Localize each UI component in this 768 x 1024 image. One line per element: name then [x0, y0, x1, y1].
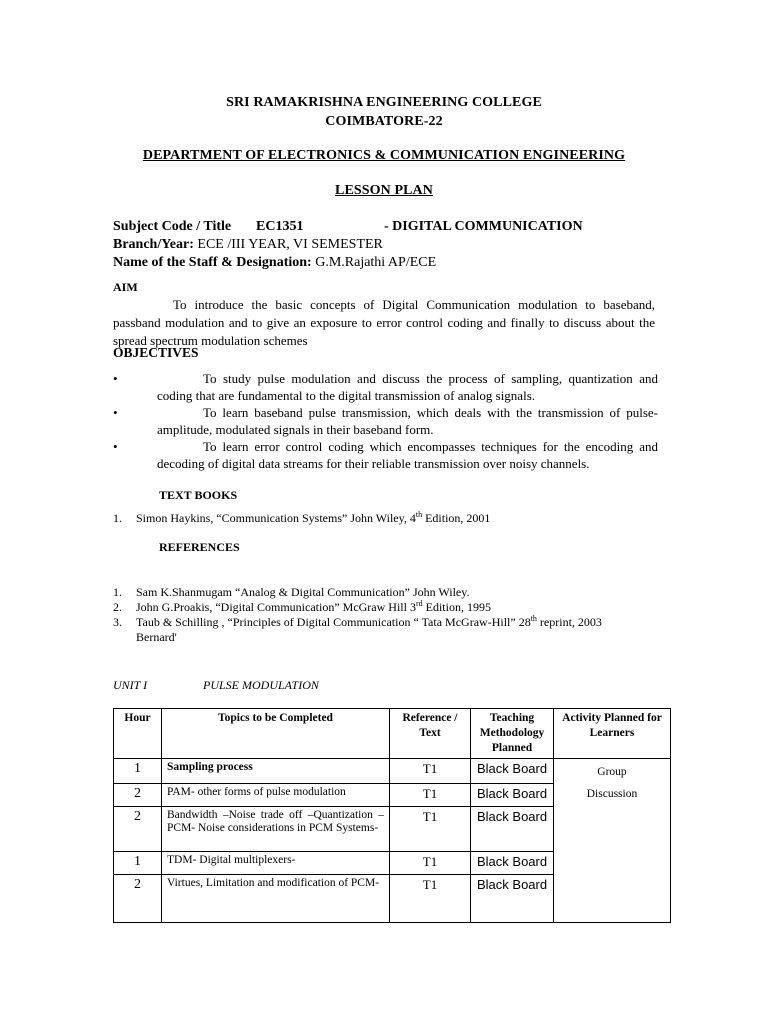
teaching-cell: Black Board [471, 759, 554, 784]
topic-cell: PAM- other forms of pulse modulation [162, 784, 390, 807]
lesson-plan-table [113, 708, 671, 923]
department-title: DEPARTMENT OF ELECTRONICS & COMMUNICATION ENGINEERING [142, 148, 626, 163]
aim-text [113, 296, 655, 350]
branch-line [113, 237, 383, 253]
reference-cell: T1 [390, 784, 471, 807]
bullet-icon: • [113, 439, 118, 454]
staff-label: Name of the Staff & Designation: [113, 255, 312, 270]
hour-cell: 2 [114, 875, 162, 923]
reference-cell: T1 [390, 875, 471, 923]
objective-text: To study pulse modulation and discuss the process of sampling, quantization and coding that are fundamental to the digital transmission of analog signals. [157, 371, 658, 403]
header-hour: Hour [114, 709, 162, 759]
hour-cell: 1 [114, 852, 162, 875]
reference-number: 1. [113, 585, 122, 599]
teaching-cell: Black Board [471, 784, 554, 807]
header-activity: Activity Planned for Learners [554, 709, 671, 759]
hour-cell: 2 [114, 807, 162, 852]
teaching-cell: Black Board [471, 807, 554, 852]
reference-cell: T1 [390, 759, 471, 784]
topic-cell: Bandwidth –Noise trade off –Quantization –PCM- Noise considerations in PCM Systems- [162, 807, 390, 852]
subject-title: - DIGITAL COMMUNICATION [384, 219, 583, 234]
branch-label: Branch/Year: [113, 237, 194, 252]
topic-cell: TDM- Digital multiplexers- [162, 852, 390, 875]
reference-cell: T1 [390, 807, 471, 852]
teaching-cell: Black Board [471, 875, 554, 923]
staff-line [113, 255, 436, 271]
objective-text: To learn baseband pulse transmission, which deals with the transmission of pulse-amplitude, modulated signals in their baseband form. [157, 405, 658, 437]
objectives-heading: OBJECTIVES [113, 345, 199, 360]
reference-text: Taub & Schilling , “Principles of Digital Communication “ Tata McGraw-Hill” 28th reprint, 2003 [136, 614, 602, 629]
college-name: SRI RAMAKRISHNA ENGINEERING COLLEGE [226, 95, 542, 110]
staff-value: G.M.Rajathi AP/ECE [315, 255, 437, 270]
unit-label: UNIT I [113, 678, 148, 692]
subject-code: EC1351 [256, 219, 304, 234]
bullet-icon: • [113, 405, 118, 420]
activity-line: Group [597, 766, 627, 778]
hour-cell: 2 [114, 784, 162, 807]
textbook-text: Simon Haykins, “Communication Systems” John Wiley, 4th Edition, 2001 [136, 510, 491, 525]
subject-label: Subject Code / Title [113, 219, 232, 234]
teaching-cell: Black Board [471, 852, 554, 875]
references-heading: REFERENCES [159, 540, 240, 554]
table-header-row [114, 709, 671, 759]
reference-number: 2. [113, 600, 122, 614]
reference-continuation: Bernard' [136, 630, 177, 644]
branch-value: ECE /III YEAR, VI SEMESTER [197, 237, 383, 252]
aim-heading: AIM [113, 280, 138, 294]
textbook-number: 1. [113, 511, 122, 525]
header-teaching: Teaching Methodology Planned [471, 709, 554, 759]
header-topics: Topics to be Completed [162, 709, 390, 759]
bullet-icon: • [113, 371, 118, 386]
reference-text: John G.Proakis, “Digital Communication” McGraw Hill 3rd Edition, 1995 [136, 599, 491, 614]
aim-text-body: To introduce the basic concepts of Digital Communication modulation to baseband, passband modulation and to give an exposure to error control coding and finally to discuss about the spread spectrum modulation schemes [113, 297, 655, 348]
activity-line: Discussion [586, 788, 638, 800]
college-city: COIMBATORE-22 [325, 114, 443, 129]
activity-cell [554, 759, 671, 923]
objective-text: To learn error control coding which encompasses techniques for the encoding and decoding of digital data streams for their reliable transmission over noisy channels. [157, 439, 658, 471]
reference-text: Sam K.Shanmugam “Analog & Digital Communication” John Wiley. [136, 585, 470, 599]
topic-cell: Virtues, Limitation and modification of PCM- [162, 875, 390, 923]
reference-number: 3. [113, 615, 122, 629]
unit-title: PULSE MODULATION [203, 678, 319, 692]
reference-cell: T1 [390, 852, 471, 875]
topic-cell: Sampling process [162, 759, 390, 784]
textbooks-heading: TEXT BOOKS [159, 488, 238, 502]
hour-cell: 1 [114, 759, 162, 784]
table-row [114, 759, 671, 784]
document-title: LESSON PLAN [335, 183, 433, 198]
header-reference: Reference / Text [390, 709, 471, 759]
